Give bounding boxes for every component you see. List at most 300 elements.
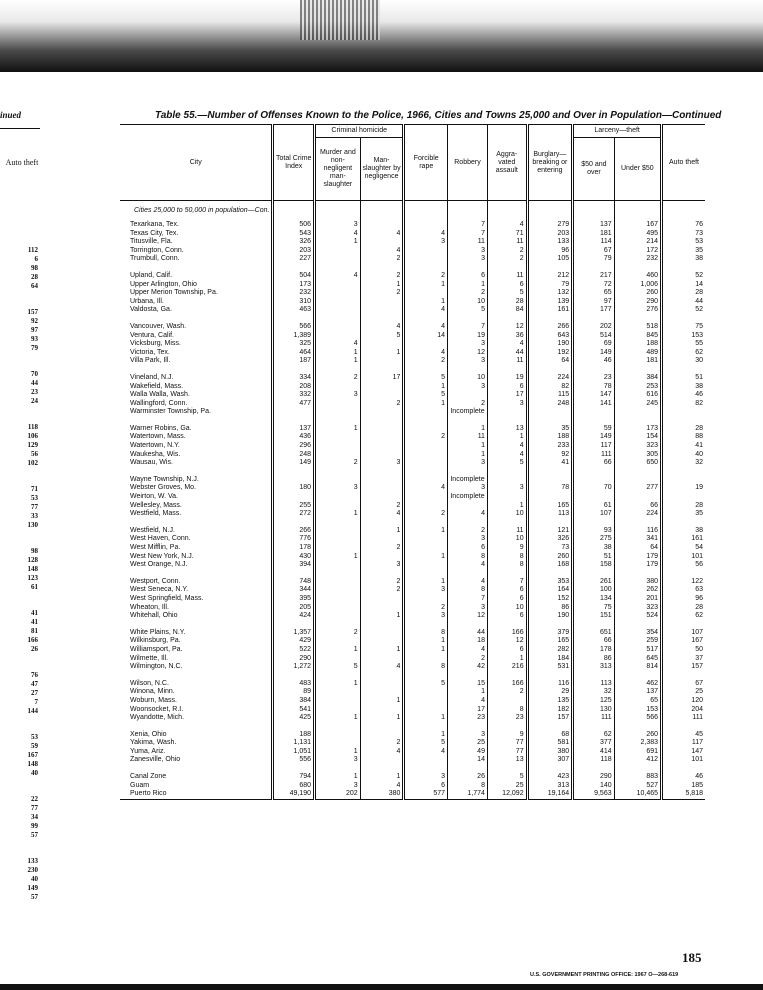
cell-value: 412 <box>614 756 661 765</box>
cell-value: 25 <box>487 782 527 791</box>
col-auto-theft: Auto theft <box>662 125 705 201</box>
cell-value: 82 <box>662 400 705 409</box>
cell-value <box>360 688 404 697</box>
cell-value: 70 <box>573 484 614 493</box>
prev-page-value: 27 <box>31 689 38 697</box>
cell-value <box>315 442 361 451</box>
cell-value: 344 <box>273 586 315 595</box>
cell-value: Incomplete <box>448 493 488 502</box>
cell-value <box>315 688 361 697</box>
cell-value: 248 <box>527 400 573 409</box>
cell-value: 1 <box>404 383 448 392</box>
prev-page-value: 70 <box>31 370 38 378</box>
cell-value <box>662 408 705 417</box>
prev-page-value: 40 <box>31 769 38 777</box>
table-row <box>120 433 705 442</box>
cell-value: 11 <box>487 272 527 281</box>
scan-top-band <box>0 0 763 72</box>
cell-value <box>360 629 404 638</box>
cell-value <box>360 637 404 646</box>
cell-value: 543 <box>273 230 315 239</box>
prev-page-value: 6 <box>34 255 38 263</box>
cell-value: 59 <box>573 425 614 434</box>
cell-value: 4 <box>487 340 527 349</box>
city-name: Winona, Minn. <box>130 688 175 696</box>
cell-value: 1 <box>315 425 361 434</box>
cell-value: 5 <box>487 773 527 782</box>
prev-page-value: 118 <box>27 423 38 431</box>
cell-value <box>404 688 448 697</box>
cell-value: 262 <box>614 586 661 595</box>
prev-page-value: 112 <box>27 246 38 254</box>
cell-value: 1 <box>448 688 488 697</box>
cell-value: 5 <box>404 680 448 689</box>
cell-value: 101 <box>662 553 705 562</box>
prev-page-value: 106 <box>27 432 38 440</box>
cell-value: 46 <box>662 773 705 782</box>
cell-value: 4 <box>487 451 527 460</box>
cell-value: 26 <box>448 773 488 782</box>
cell-value: 380 <box>614 578 661 587</box>
cell-value: 152 <box>527 595 573 604</box>
cell-value: 3 <box>448 731 488 740</box>
cell-value: 46 <box>573 357 614 366</box>
cell-value: 1 <box>360 714 404 723</box>
cell-value: 3 <box>360 561 404 570</box>
prev-page-value: 92 <box>31 317 38 325</box>
cell-value: 3 <box>315 391 361 400</box>
cell-value: 177 <box>573 306 614 315</box>
cell-value: 261 <box>573 578 614 587</box>
cell-value: 463 <box>273 306 315 315</box>
cell-value: 166 <box>487 629 527 638</box>
cell-value: 313 <box>527 782 573 791</box>
cell-value: 147 <box>662 748 705 757</box>
cell-value: 556 <box>273 756 315 765</box>
cell-value <box>315 323 361 332</box>
cell-value: 814 <box>614 663 661 672</box>
cell-value <box>404 655 448 664</box>
cell-value: 96 <box>527 247 573 256</box>
cell-value: 72 <box>573 281 614 290</box>
cell-value: 11 <box>487 357 527 366</box>
cell-value: 147 <box>573 391 614 400</box>
cell-value: 141 <box>573 400 614 409</box>
cell-value: 7 <box>448 595 488 604</box>
prev-page-value: 148 <box>27 565 38 573</box>
city-name: Vicksburg, Miss. <box>130 340 181 348</box>
cell-value: 1 <box>404 637 448 646</box>
prev-page-value: 81 <box>31 627 38 635</box>
cell-value: 8 <box>487 706 527 715</box>
col-forcible-rape: Forcible rape <box>404 125 448 201</box>
cell-value: 149 <box>273 459 315 468</box>
cell-value: 514 <box>573 332 614 341</box>
cell-value: 6 <box>487 281 527 290</box>
printing-office-footer: U.S. GOVERNMENT PRINTING OFFICE: 1967 O—268-619 <box>530 972 679 978</box>
cell-value: 384 <box>614 374 661 383</box>
cell-value: 233 <box>527 442 573 451</box>
cell-value: 341 <box>614 535 661 544</box>
cell-value: 205 <box>273 604 315 613</box>
cell-value: 149 <box>573 433 614 442</box>
cell-value <box>315 578 361 587</box>
cell-value: 65 <box>614 697 661 706</box>
cell-value: 224 <box>614 510 661 519</box>
cell-value <box>487 493 527 502</box>
table-row <box>120 748 705 757</box>
cell-value: 79 <box>573 255 614 264</box>
cell-value: 17 <box>487 391 527 400</box>
cell-value: 4 <box>404 323 448 332</box>
city-name: Wellesley, Mass. <box>130 501 182 509</box>
cell-value: 139 <box>527 298 573 307</box>
cell-value <box>315 383 361 392</box>
cell-value: 3 <box>404 238 448 247</box>
table-row <box>120 612 705 621</box>
city-name: Weirton, W. Va. <box>130 493 178 501</box>
cell-value: 253 <box>614 383 661 392</box>
cell-value: 1 <box>360 773 404 782</box>
cell-value: 62 <box>662 612 705 621</box>
cell-value: 2 <box>360 400 404 409</box>
cell-value: 202 <box>573 323 614 332</box>
city-name: Woonsocket, R.I. <box>130 705 184 713</box>
cell-value: 11 <box>448 238 488 247</box>
cell-value: 203 <box>527 230 573 239</box>
cell-value: 5 <box>487 459 527 468</box>
cell-value: 133 <box>527 238 573 247</box>
cell-value: 334 <box>273 374 315 383</box>
cell-value <box>315 255 361 264</box>
cell-value: 13 <box>487 425 527 434</box>
table-row <box>120 756 705 765</box>
cell-value <box>404 247 448 256</box>
col-manslaughter: Man-slaughter by negligence <box>360 138 404 201</box>
cell-value: 96 <box>662 595 705 604</box>
cell-value: 107 <box>573 510 614 519</box>
cell-value: 105 <box>527 255 573 264</box>
cell-value <box>360 535 404 544</box>
cell-value: 477 <box>273 400 315 409</box>
city-name: Warner Robins, Ga. <box>130 424 192 432</box>
cell-value: 6 <box>487 383 527 392</box>
prev-page-value: 149 <box>27 884 38 892</box>
cell-value: 19 <box>662 484 705 493</box>
cell-value: 25 <box>662 688 705 697</box>
cell-value <box>404 459 448 468</box>
cell-value: 77 <box>487 748 527 757</box>
cell-value: 12 <box>448 612 488 621</box>
prev-page-value: 76 <box>31 671 38 679</box>
cell-value: 414 <box>573 748 614 757</box>
cell-value: 1 <box>360 612 404 621</box>
cell-value: 4 <box>315 340 361 349</box>
cell-value: 275 <box>573 535 614 544</box>
cell-value: 173 <box>273 281 315 290</box>
cell-value: 5 <box>315 663 361 672</box>
cell-value: 212 <box>527 272 573 281</box>
table-row <box>120 357 705 366</box>
cell-value: 3 <box>404 586 448 595</box>
cell-value: 6 <box>487 595 527 604</box>
cell-value: 224 <box>527 374 573 383</box>
cell-value: 93 <box>573 527 614 536</box>
cell-value: 380 <box>360 790 404 799</box>
cell-value: 5 <box>487 289 527 298</box>
table-row <box>120 306 705 315</box>
table-row <box>120 332 705 341</box>
cell-value <box>360 408 404 417</box>
table-row <box>120 688 705 697</box>
cell-value <box>360 451 404 460</box>
city-name: Puerto Rico <box>120 790 273 799</box>
cell-value: 3 <box>315 221 361 230</box>
cell-value: 184 <box>527 655 573 664</box>
cell-value: 41 <box>527 459 573 468</box>
city-name: Westfield, Mass. <box>130 510 182 518</box>
table-row <box>120 340 705 349</box>
cell-value: 1 <box>487 655 527 664</box>
cell-value: 1 <box>448 425 488 434</box>
cell-value: 111 <box>573 714 614 723</box>
cell-value: 38 <box>573 544 614 553</box>
cell-value: 326 <box>527 535 573 544</box>
binding-stripes <box>300 0 380 40</box>
cell-value: 178 <box>273 544 315 553</box>
city-name: Vineland, N.J. <box>130 373 174 381</box>
cell-value: 1 <box>315 748 361 757</box>
cell-value: 52 <box>662 272 705 281</box>
cell-value: 55 <box>662 340 705 349</box>
cell-value: 384 <box>273 697 315 706</box>
cell-value: 1,272 <box>273 663 315 672</box>
cell-value <box>404 502 448 511</box>
cell-value <box>315 586 361 595</box>
cell-value: 63 <box>662 586 705 595</box>
col-burglary: Burglary—breaking or entering <box>527 125 573 201</box>
cell-value: 2 <box>448 655 488 664</box>
prev-page-value: 77 <box>31 503 38 511</box>
cell-value: 2 <box>448 527 488 536</box>
city-name: Walla Walla, Wash. <box>130 391 190 399</box>
cell-value: 616 <box>614 391 661 400</box>
cell-value <box>662 493 705 502</box>
prev-page-value: 53 <box>31 733 38 741</box>
cell-value: 100 <box>573 586 614 595</box>
cell-value <box>404 425 448 434</box>
cell-value: 1 <box>315 553 361 562</box>
table-row <box>120 578 705 587</box>
cell-value: 1 <box>360 349 404 358</box>
cell-value: 3 <box>448 255 488 264</box>
city-name: Wyandotte, Mich. <box>130 714 185 722</box>
cell-value: 13 <box>487 756 527 765</box>
cell-value <box>360 706 404 715</box>
table-row <box>120 604 705 613</box>
table-row <box>120 586 705 595</box>
prev-page-value: 26 <box>31 645 38 653</box>
table-row <box>120 476 705 485</box>
cell-value: 173 <box>614 425 661 434</box>
cell-value: 1 <box>360 281 404 290</box>
cell-value: 326 <box>273 238 315 247</box>
cell-value <box>360 391 404 400</box>
cell-value: 305 <box>614 451 661 460</box>
cell-value: 12,092 <box>487 790 527 799</box>
cell-value: 310 <box>273 298 315 307</box>
cell-value: 117 <box>573 442 614 451</box>
cell-value: 279 <box>527 221 573 230</box>
prev-page-value: 128 <box>27 556 38 564</box>
cell-value: 11 <box>487 527 527 536</box>
cell-value: 38 <box>662 383 705 392</box>
cell-value <box>315 476 361 485</box>
scan-bottom-band <box>0 984 763 990</box>
cell-value: 122 <box>662 578 705 587</box>
cell-value <box>315 739 361 748</box>
prev-page-value: 167 <box>27 751 38 759</box>
prev-page-value: 41 <box>31 609 38 617</box>
cell-value: 581 <box>527 739 573 748</box>
prev-page-title-fragment: inued <box>0 110 22 120</box>
city-name: Vancouver, Wash. <box>130 322 187 330</box>
cell-value <box>315 612 361 621</box>
cell-value: 2 <box>315 374 361 383</box>
cell-value: 4 <box>360 230 404 239</box>
cell-value <box>360 756 404 765</box>
cell-value: 153 <box>662 332 705 341</box>
cell-value <box>315 731 361 740</box>
cell-value: 4 <box>404 484 448 493</box>
cell-value: 64 <box>614 544 661 553</box>
cell-value: 4 <box>487 221 527 230</box>
cell-value: 62 <box>573 731 614 740</box>
cell-value: 6 <box>487 646 527 655</box>
cell-value: 4 <box>448 510 488 519</box>
table-row <box>120 706 705 715</box>
cell-value <box>360 595 404 604</box>
cell-value <box>315 502 361 511</box>
cell-value: 2 <box>448 289 488 298</box>
cell-value: 53 <box>662 238 705 247</box>
cell-value: 332 <box>273 391 315 400</box>
prev-page-rule <box>0 128 40 129</box>
cell-value: 157 <box>662 663 705 672</box>
cell-value: 1 <box>315 773 361 782</box>
cell-value: 3 <box>448 383 488 392</box>
city-name: White Plains, N.Y. <box>130 628 186 636</box>
cell-value: 462 <box>614 680 661 689</box>
cell-value: 178 <box>573 646 614 655</box>
cell-value: 49 <box>448 748 488 757</box>
cell-value: 277 <box>614 484 661 493</box>
cell-value: 140 <box>573 782 614 791</box>
cell-value: 323 <box>614 442 661 451</box>
cell-value: 161 <box>662 535 705 544</box>
table-row <box>120 400 705 409</box>
cell-value <box>315 604 361 613</box>
table-row <box>120 221 705 230</box>
cell-value: 28 <box>662 604 705 613</box>
cell-value: 2 <box>404 357 448 366</box>
table-row <box>120 374 705 383</box>
cell-value: 566 <box>273 323 315 332</box>
cell-value: 8 <box>448 553 488 562</box>
cell-value: 54 <box>662 544 705 553</box>
cell-value: 290 <box>614 298 661 307</box>
prev-page-value: 56 <box>31 450 38 458</box>
cell-value: 29 <box>527 688 573 697</box>
cell-value: 680 <box>273 782 315 791</box>
prev-page-value: 166 <box>27 636 38 644</box>
cell-value: 424 <box>273 612 315 621</box>
cell-value <box>315 544 361 553</box>
cell-value: 214 <box>614 238 661 247</box>
col-aggravated-assault: Aggra-vated assault <box>487 125 527 201</box>
cell-value <box>315 637 361 646</box>
table-row <box>120 247 705 256</box>
cell-value: 151 <box>573 612 614 621</box>
cell-value: 190 <box>527 612 573 621</box>
cell-value: 430 <box>273 553 315 562</box>
cell-value: 541 <box>273 706 315 715</box>
city-name: Waukesha, Wis. <box>130 450 181 458</box>
city-name: Trumbull, Conn. <box>130 255 180 263</box>
city-name: Texas City, Tex. <box>130 229 179 237</box>
cell-value: 232 <box>273 289 315 298</box>
table-row <box>120 680 705 689</box>
cell-value: 28 <box>662 289 705 298</box>
cell-value: 354 <box>614 629 661 638</box>
cell-value: 1 <box>360 646 404 655</box>
cell-value: 313 <box>573 663 614 672</box>
city-name: Wilmette, Ill. <box>130 654 169 662</box>
cell-value: 154 <box>614 433 661 442</box>
cell-value <box>315 332 361 341</box>
cell-value: 86 <box>573 655 614 664</box>
prev-page-value: 44 <box>31 379 38 387</box>
cell-value <box>315 527 361 536</box>
cell-value: 49,190 <box>273 790 315 799</box>
table-row <box>120 663 705 672</box>
cell-value: 179 <box>614 561 661 570</box>
cell-value: 4 <box>360 663 404 672</box>
cell-value <box>315 655 361 664</box>
city-name: Wilkinsburg, Pa. <box>130 637 181 645</box>
cell-value: 203 <box>273 247 315 256</box>
prev-page-value: 71 <box>31 485 38 493</box>
cell-value <box>404 255 448 264</box>
cell-value: 1 <box>448 281 488 290</box>
city-name: West Mifflin, Pa. <box>130 544 181 551</box>
cell-value: 776 <box>273 535 315 544</box>
cell-value <box>315 535 361 544</box>
cell-value: 489 <box>614 349 661 358</box>
cell-value: 8 <box>404 629 448 638</box>
cell-value: 5 <box>404 374 448 383</box>
prev-page-value: 129 <box>27 441 38 449</box>
cell-value: 495 <box>614 230 661 239</box>
cell-value: 44 <box>487 349 527 358</box>
cell-value: 135 <box>527 697 573 706</box>
cell-value: 137 <box>273 425 315 434</box>
cell-value: 255 <box>273 502 315 511</box>
table-row <box>120 790 705 799</box>
cell-value <box>573 408 614 417</box>
cell-value <box>360 442 404 451</box>
cell-value: 179 <box>614 553 661 562</box>
